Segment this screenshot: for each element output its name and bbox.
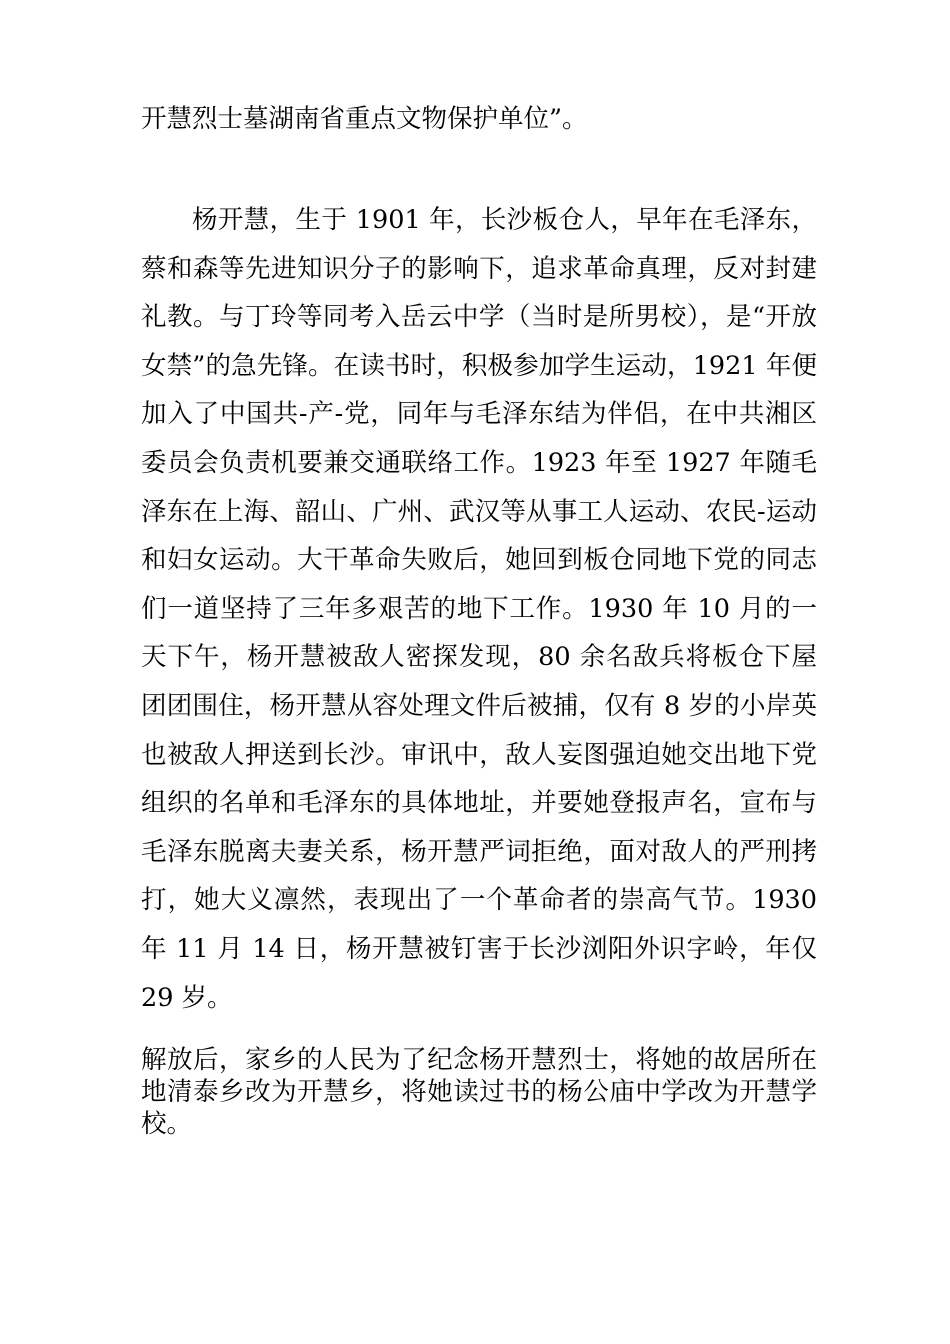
paragraph-continuation: 开慧烈士墓湖南省重点文物保护单位”。 <box>141 104 588 134</box>
paragraph-memorial: 解放后，家乡的人民为了纪念杨开慧烈士，将她的故居所在地清泰乡改为开慧乡，将她读过书的杨公庙中学改为开慧学校。 <box>141 1045 817 1139</box>
paragraph-biography: 杨开慧，生于 1901 年，长沙板仓人，早年在毛泽东，蔡和森等先进知识分子的影响下，追求革命真理，反对封建礼教。与丁玲等同考入岳云中学（当时是所男校），是“开放女禁”的急先锋。在读书时，积极参加学生运动，1921 年便加入了中国共-产-党，同年与毛泽东结为伴侣，在中共湘区委员会负责机要兼交通联络工作。1923 年至 1927 年随毛泽东在上海、韶山、广州、武汉等从事工人运动、农民-运动和妇女运动。大干革命失败后，她回到板仓同地下党的同志们一道坚持了三年多艰苦的地下工作。1930 年 10 月的一天下午，杨开慧被敌人密探发现，80 余名敌兵将板仓下屋团团围住，杨开慧从容处理文件后被捕，仅有 8 岁的小岸英也被敌人押送到长沙。审讯中，敌人妄图强迫她交出地下党组织的名单和毛泽东的具体地址，并要她登报声名，宣布与毛泽东脱离夫妻关系，杨开慧严词拒绝，面对敌人的严刑拷打，她大义凛然，表现出了一个革命者的崇高气节。1930 年 11 月 14 日，杨开慧被钉害于长沙浏阳外识字岭，年仅 29 岁。 <box>141 205 817 1013</box>
